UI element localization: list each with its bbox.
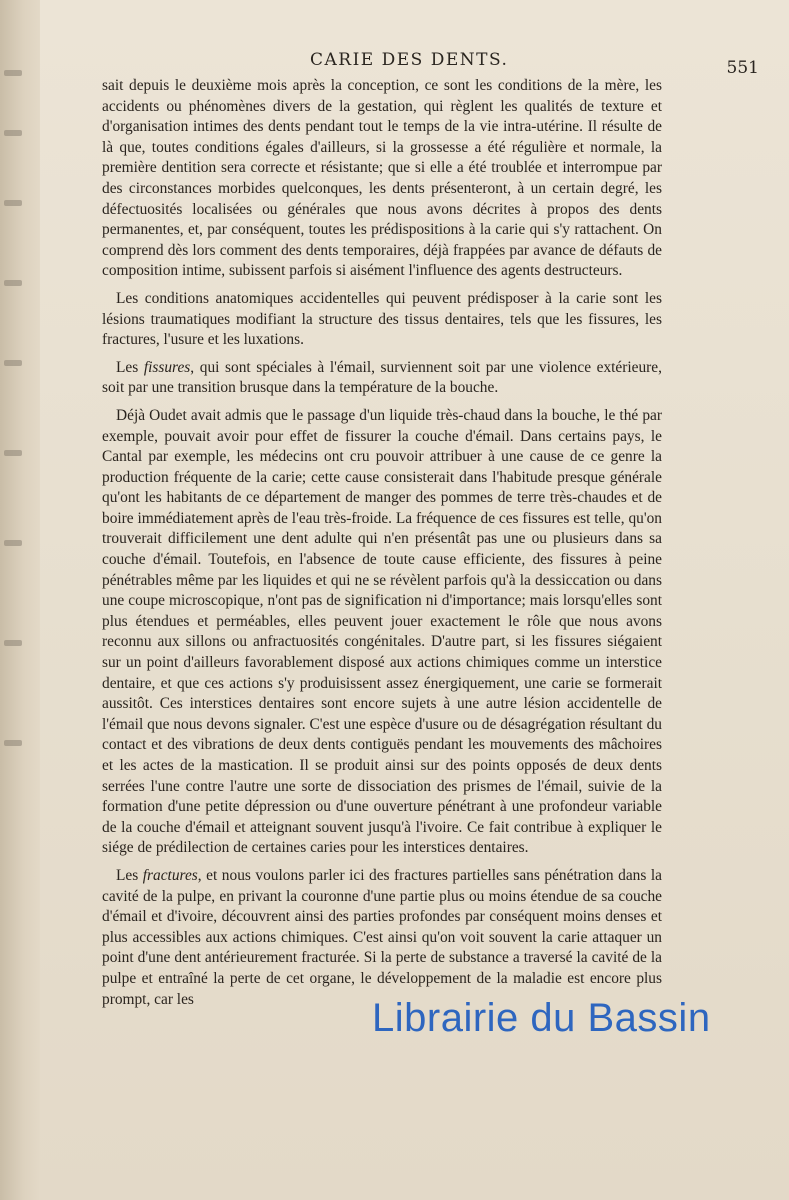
paragraph: Les conditions anatomiques accidentelles qui peuvent prédisposer à la carie sont les lésions traumatiques modifiant la structure des tissus dentaires, tels que les fissures, les fractures, l'usure et les luxations. (102, 289, 662, 349)
paragraph-lead: Les (116, 358, 144, 376)
binding-mark (4, 360, 22, 366)
binding-mark (4, 540, 22, 546)
binding-mark (4, 280, 22, 286)
page-number: 551 (726, 58, 759, 78)
italic-term: fractures (142, 866, 198, 884)
binding-mark (4, 130, 22, 136)
seller-watermark: Librairie du Bassin (372, 996, 711, 1040)
book-page (40, 0, 789, 1200)
paragraph (102, 866, 662, 1010)
paragraph: Déjà Oudet avait admis que le passage d'un liquide très-chaud dans la bouche, le thé par exemple, pouvait avoir pour effet de fissurer la couche d'émail. Dans certains pays, le Cantal par exemple, les médecins ont cru pouvoir attribuer à une cause de ce genre la production fréquente de la carie; cette cause consisterait dans l'habitude presque générale qu'ont les habitants de ce département de manger des pommes de terre très-chaudes et de boire immédiatement après de l'eau très-froide. La fréquence de ces fissures est telle, qu'on trouverait difficilement une dent adulte qui n'en présentât pas une ou plusieurs dans sa couche d'émail. Toutefois, en l'absence de toute cause efficiente, des fissures à peine pénétrables même par les liquides et qui ne se révèlent parfois qu'à la dessiccation ou dans une coupe microscopique, n'ont pas de signification ni d'importance; mais lorsqu'elles sont plus étendues et perméables, elles peuvent jouer exactement le rôle que nous avons reconnu aux sillons ou anfractuosités congénitales. D'autre part, si les fissures siégaient sur un point d'ailleurs favorablement disposé aux actions chimiques comme un interstice dentaire, et que ces actions s'y produisissent assez énergiquement, une carie se formerait aussitôt. Ces interstices dentaires sont encore sujets à une autre lésion accidentelle de l'émail que nous devons signaler. C'est une espèce d'usure ou de désagrégation résultant du contact et des vibrations de deux dents contiguës pendant les mouvements des mâchoires et les actes de la mastication. Il se produit ainsi sur des points opposés de deux dents serrées l'une contre l'autre une sorte de dissociation des prismes de l'émail, suivie de la formation d'une petite dépression ou d'une ouverture pénétrant à une profondeur variable de la couche d'émail et atteignant souvent jusqu'à l'ivoire. Ce fait contribue à expliquer le siége de prédilection de certaines caries pour les interstices dentaires. (102, 406, 662, 857)
running-header: CARIE DES DENTS. (310, 50, 509, 70)
paragraph (102, 358, 662, 399)
binding-mark (4, 640, 22, 646)
italic-term: fissures (143, 358, 191, 376)
binding-mark (4, 740, 22, 746)
body-text (102, 76, 662, 1017)
binding-mark (4, 70, 22, 76)
paragraph-text: , qui sont spéciales à l'émail, surviennent soit par une violence extérieure, soit par une transition brusque dans la température de la bouche. (102, 358, 662, 397)
book-binding-edge (0, 0, 40, 1200)
binding-mark (4, 200, 22, 206)
paragraph: sait depuis le deuxième mois après la conception, ce sont les conditions de la mère, les accidents ou phénomènes divers de la gestation, qui règlent les qualités de texture et d'organisation intimes des dents pendant tout le temps de la vie intra-utérine. Il résulte de là que, toutes conditions égales d'ailleurs, si la grossesse a été régulière et normale, la première dentition sera correcte et résistante; que si elle a été troublée et interrompue par des circonstances morbides quelconques, les dents présenteront, à un certain degré, les défectuosités localisées ou générales que nous avons décrites à propos des dents permanentes, et, par conséquent, toutes les prédispositions à la carie qui s'y rattachent. On comprend dès lors comment des dents temporaires, déjà frappées par avance de défauts de composition intime, subissent parfois si aisément l'influence des agents destructeurs. (102, 77, 662, 280)
paragraph-lead: Les (116, 866, 143, 884)
binding-mark (4, 450, 22, 456)
paragraph-text: , et nous voulons parler ici des fractures partielles sans pénétration dans la cavité de la pulpe, en privant la couronne d'une partie plus ou moins étendue de sa couche d'émail et d'ivoire, découvrent ainsi des parties profondes par conséquent moins denses et plus accessibles aux actions chimiques. C'est ainsi qu'on voit souvent la carie attaquer un point d'une dent antérieurement fracturée. Si la perte de substance a traversé la cavité de la pulpe et entraîné la perte de cet organe, le développement de la maladie est encore plus prompt, car les (102, 866, 663, 1008)
